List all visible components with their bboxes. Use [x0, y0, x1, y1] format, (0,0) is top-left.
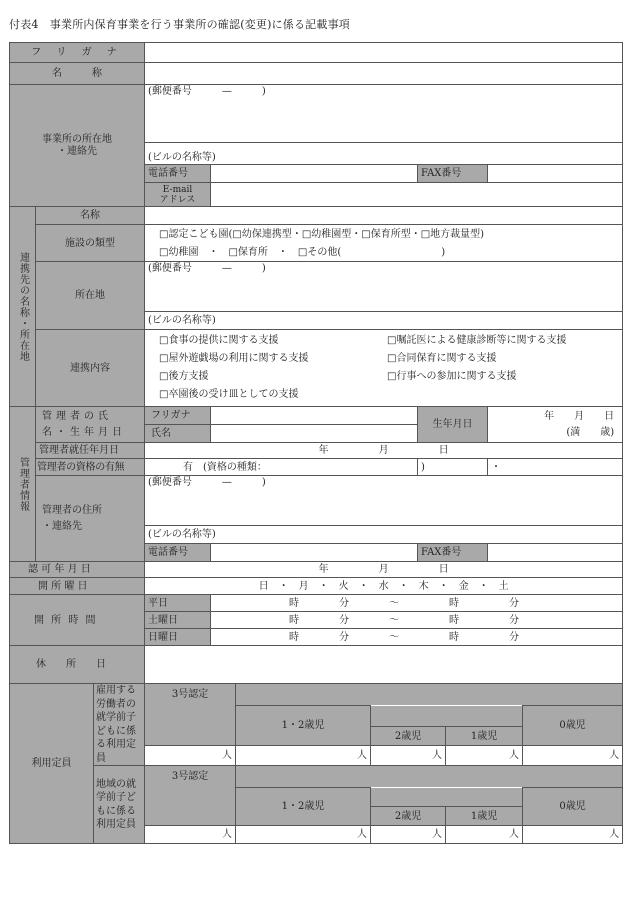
manager-qualification-label: 管理者の資格の有無 — [36, 459, 145, 476]
manager-postal-field[interactable]: (郵便番号 — ) — [145, 476, 623, 526]
manager-furigana-label: フリガナ — [145, 407, 211, 425]
community-age12-value[interactable]: 人 — [236, 826, 371, 844]
community-age0-label: 0歳児 — [523, 788, 623, 826]
community-age2-value[interactable]: 人 — [371, 826, 446, 844]
content-option-meal[interactable]: □食事の提供に関する支援 — [159, 335, 279, 346]
partner-postal-field[interactable]: (郵便番号 — ) — [145, 262, 623, 312]
open-days-label: 開 所 曜 日 — [10, 578, 145, 595]
qualification-separator: ・ — [491, 461, 502, 473]
license-date-field[interactable]: 年 月 日 — [145, 562, 623, 578]
open-days-field[interactable]: 日 ・ 月 ・ 火 ・ 水 ・ 木 ・ 金 ・ 土 — [145, 578, 623, 595]
capacity-label: 利用定員 — [10, 684, 94, 844]
community-age2-label: 2歳児 — [371, 807, 446, 826]
employee-age1-value[interactable]: 人 — [446, 746, 523, 766]
manager-address-label: 管理者の住所 ・連絡先 — [36, 476, 145, 562]
content-option-joint[interactable]: □合同保育に関する支援 — [387, 353, 497, 364]
employee-cert3-value[interactable]: 人 — [145, 746, 236, 766]
qualification-type-close: ) — [418, 459, 488, 476]
community-header-spacer — [236, 766, 623, 788]
employee-header-spacer — [236, 684, 623, 706]
content-option-events[interactable]: □行事への参加に関する支援 — [387, 371, 517, 382]
office-tel-label: 電話番号 — [145, 165, 211, 183]
partner-content-label: 連携内容 — [36, 330, 145, 407]
manager-tel-field[interactable] — [211, 544, 418, 562]
manager-dob-field[interactable]: 年 月 日 (満 歳) — [488, 407, 623, 443]
office-email-field[interactable] — [211, 183, 623, 207]
registration-form — [9, 42, 623, 844]
manager-building-field[interactable]: (ビルの名称等) — [145, 526, 623, 544]
partner-name-label: 名称 — [36, 207, 145, 225]
open-hours-label: 開 所 時 間 — [10, 595, 145, 646]
employee-age1-label: 1歳児 — [446, 727, 523, 746]
office-fax-label: FAX番号 — [418, 165, 488, 183]
content-option-graduation[interactable]: □卒園後の受け皿としての支援 — [159, 389, 299, 400]
community-cert3-value[interactable]: 人 — [145, 826, 236, 844]
partner-section-label: 連携先の名称・所在地 — [10, 207, 36, 407]
facility-type-label: 施設の類型 — [36, 225, 145, 262]
manager-name-label: 氏名 — [145, 425, 211, 443]
office-tel-field[interactable] — [211, 165, 418, 183]
community-age1-value[interactable]: 人 — [446, 826, 523, 844]
partner-location-label: 所在地 — [36, 262, 145, 330]
employee-age12-label: 1・2歳児 — [236, 706, 371, 746]
partner-content-options[interactable] — [145, 330, 623, 407]
community-age12-span — [371, 788, 523, 807]
manager-dob-label: 生年月日 — [418, 407, 488, 443]
manager-tel-label: 電話番号 — [145, 544, 211, 562]
facility-type-line1[interactable]: □認定こども園(□幼保連携型・□幼稚園型・□保育所型・□地方裁量型) — [145, 225, 623, 244]
manager-name-dob-label: 管理者の氏 名・生年月日 — [36, 407, 145, 443]
office-email-label: E-mail アドレス — [145, 183, 211, 207]
partner-name-field[interactable] — [145, 207, 623, 225]
hours-sunday-field[interactable]: 時 分 〜 時 分 — [211, 629, 623, 646]
manager-appointment-field[interactable]: 年 月 日 — [145, 443, 623, 459]
employee-age0-label: 0歳児 — [523, 706, 623, 746]
manager-furigana-field[interactable] — [211, 407, 418, 425]
license-date-label: 認 可 年 月 日 — [10, 562, 145, 578]
community-capacity-label: 地域の就学前子どもに係る利用定員 — [94, 766, 145, 844]
employee-age2-value[interactable]: 人 — [371, 746, 446, 766]
manager-section-label: 管理者情報 — [10, 407, 36, 562]
closed-days-field[interactable] — [145, 646, 623, 684]
employee-age12-span — [371, 706, 523, 727]
office-postal-field[interactable]: (郵便番号 — ) — [145, 85, 623, 143]
hours-day-saturday: 土曜日 — [145, 612, 211, 629]
hours-day-sunday: 日曜日 — [145, 629, 211, 646]
closed-days-label: 休 所 日 — [10, 646, 145, 684]
partner-building-field[interactable]: (ビルの名称等) — [145, 312, 623, 330]
office-address-label: 事業所の所在地 ・連絡先 — [10, 85, 145, 207]
employee-capacity-label: 雇用する労働者の就学前子どもに係る利用定員 — [94, 684, 145, 766]
office-fax-field[interactable] — [488, 165, 623, 183]
hours-weekday-field[interactable]: 時 分 〜 時 分 — [211, 595, 623, 612]
hours-day-weekday: 平日 — [145, 595, 211, 612]
employee-age0-value[interactable]: 人 — [523, 746, 623, 766]
qualification-yes-option[interactable]: 有 (資格の種類： — [145, 459, 418, 476]
manager-appointment-label: 管理者就任年月日 — [36, 443, 145, 459]
manager-name-field[interactable] — [211, 425, 418, 443]
facility-type-line2[interactable]: □幼稚園 ・ □保育所 ・ □その他( ) — [145, 244, 623, 262]
community-cert3-label: 3号認定 — [145, 766, 236, 826]
manager-fax-field[interactable] — [488, 544, 623, 562]
community-age1-label: 1歳児 — [446, 807, 523, 826]
content-option-playground[interactable]: □屋外遊戯場の利用に関する支援 — [159, 353, 309, 364]
community-age0-value[interactable]: 人 — [523, 826, 623, 844]
community-age12-label: 1・2歳児 — [236, 788, 371, 826]
content-option-backup[interactable]: □後方支援 — [159, 371, 209, 382]
furigana-label: フ リ ガ ナ — [10, 43, 145, 63]
office-name-field[interactable] — [145, 63, 623, 85]
employee-cert3-label: 3号認定 — [145, 684, 236, 746]
employee-age12-value[interactable]: 人 — [236, 746, 371, 766]
manager-fax-label: FAX番号 — [418, 544, 488, 562]
content-option-health[interactable]: □嘱託医による健康診断等に関する支援 — [387, 335, 567, 346]
office-name-label: 名 称 — [10, 63, 145, 85]
hours-saturday-field[interactable]: 時 分 〜 時 分 — [211, 612, 623, 629]
office-building-field[interactable]: (ビルの名称等) — [145, 143, 623, 165]
office-furigana-field[interactable] — [145, 43, 623, 63]
form-title: 付表4 事業所内保育事業を行う事業所の確認(変更)に係る記載事項 — [9, 18, 350, 31]
employee-age2-label: 2歳児 — [371, 727, 446, 746]
